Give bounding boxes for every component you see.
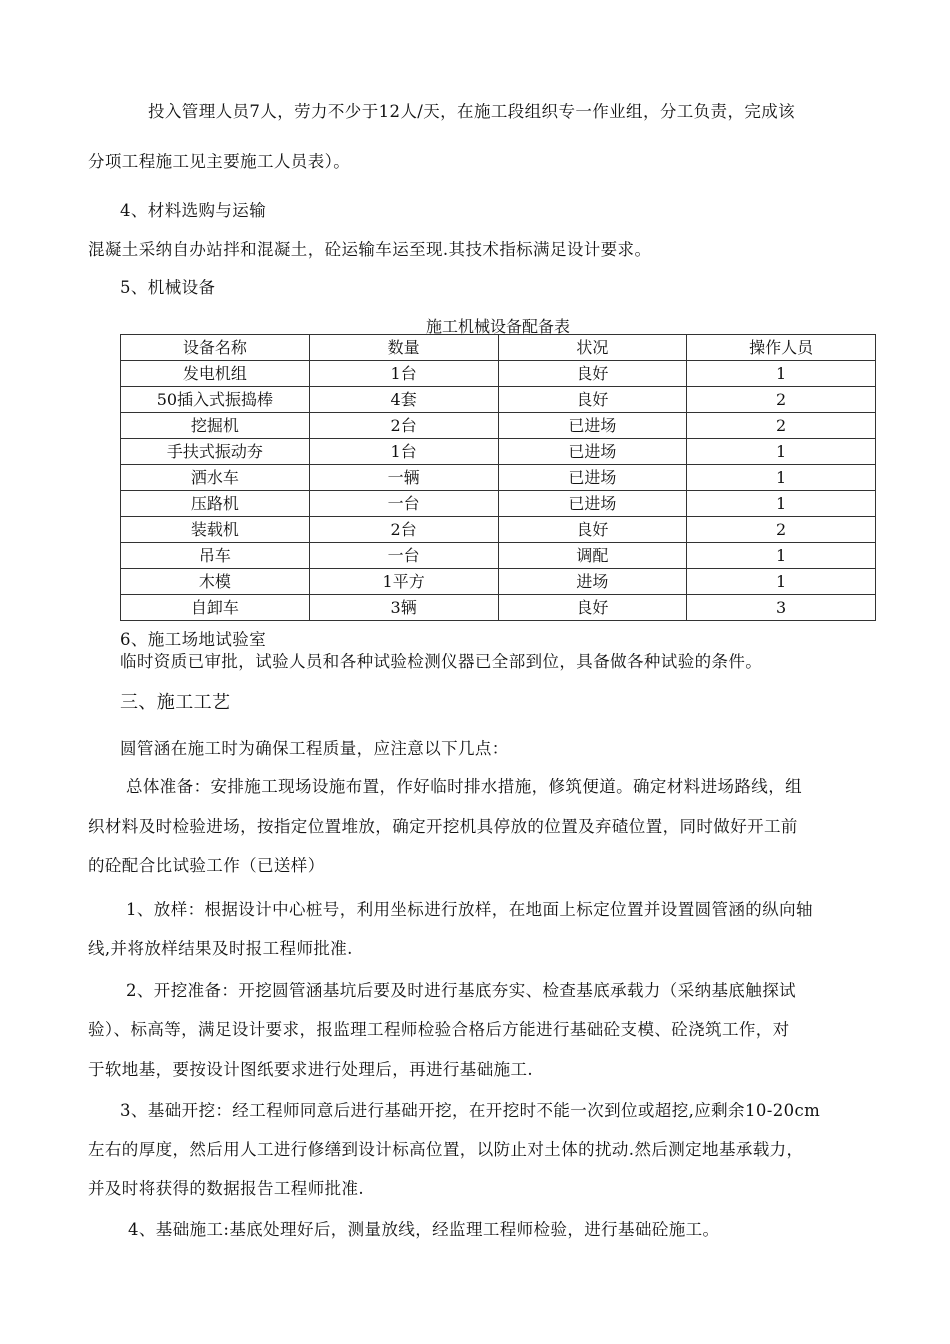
cell-status: 已进场: [498, 413, 687, 439]
paragraph-line: 投入管理人员7人，劳力不少于12人/天，在施工段组织专一作业组，分工负责，完成该: [148, 102, 796, 121]
col-header-operators: 操作人员: [687, 335, 876, 361]
paragraph-line: 织材料及时检验进场，按指定位置堆放，确定开挖机具停放的位置及弃碴位置，同时做好开工前: [88, 817, 798, 836]
cell-quantity: 2台: [309, 517, 498, 543]
cell-status: 良好: [498, 517, 687, 543]
table-row: [121, 387, 876, 413]
table-row: [121, 595, 876, 621]
paragraph-line: 并及时将获得的数据报告工程师批准.: [88, 1179, 365, 1198]
cell-operators: 1: [687, 439, 876, 465]
paragraph-line: 线,并将放样结果及时报工程师批准.: [88, 939, 353, 958]
table-header-row: [121, 335, 876, 361]
paragraph-line: 验）、标高等，满足设计要求，报监理工程师检验合格后方能进行基础砼支模、砼浇筑工作，对: [88, 1020, 790, 1039]
col-header-name: 设备名称: [121, 335, 310, 361]
cell-status: 已进场: [498, 491, 687, 517]
cell-status: 调配: [498, 543, 687, 569]
cell-status: 已进场: [498, 439, 687, 465]
table-row: [121, 413, 876, 439]
cell-operators: 2: [687, 517, 876, 543]
paragraph-line: 的砼配合比试验工作（已送样）: [88, 856, 325, 875]
cell-operators: 1: [687, 465, 876, 491]
table-title: 施工机械设备配备表: [425, 317, 570, 336]
cell-status: 已进场: [498, 465, 687, 491]
section-heading-lab: 6、施工场地试验室: [120, 630, 267, 649]
table-row: [121, 569, 876, 595]
cell-operators: 1: [687, 361, 876, 387]
cell-name: 洒水车: [121, 465, 310, 491]
cell-operators: 1: [687, 543, 876, 569]
table-row: [121, 439, 876, 465]
paragraph-line: 4、基础施工:基底处理好后，测量放线，经监理工程师检验，进行基础砼施工。: [128, 1220, 720, 1239]
cell-status: 良好: [498, 595, 687, 621]
cell-quantity: 一台: [309, 543, 498, 569]
cell-name: 挖掘机: [121, 413, 310, 439]
paragraph-line: 于软地基，要按设计图纸要求进行处理后，再进行基础施工.: [88, 1060, 534, 1079]
cell-name: 50插入式振捣棒: [121, 387, 310, 413]
cell-operators: 2: [687, 387, 876, 413]
cell-quantity: 2台: [309, 413, 498, 439]
table-row: [121, 543, 876, 569]
paragraph-line: 左右的厚度，然后用人工进行修缮到设计标高位置，以防止对土体的扰动.然后测定地基承载力，: [88, 1140, 804, 1159]
cell-status: 进场: [498, 569, 687, 595]
table-row: [121, 517, 876, 543]
cell-operators: 1: [687, 569, 876, 595]
cell-operators: 1: [687, 491, 876, 517]
paragraph-line: 1、放样：根据设计中心桩号，利用坐标进行放样，在地面上标定位置并设置圆管涵的纵向轴: [126, 900, 813, 919]
equipment-table: [120, 334, 876, 621]
table-row: [121, 465, 876, 491]
paragraph-line: 混凝土采纳自办站拌和混凝土，砼运输车运至现.其技术指标满足设计要求。: [88, 240, 652, 259]
cell-quantity: 一台: [309, 491, 498, 517]
cell-operators: 2: [687, 413, 876, 439]
table-row: [121, 491, 876, 517]
section-heading-machinery: 5、机械设备: [120, 278, 216, 297]
cell-operators: 3: [687, 595, 876, 621]
cell-quantity: 1平方: [309, 569, 498, 595]
paragraph-line: 临时资质已审批，试验人员和各种试验检测仪器已全部到位，具备做各种试验的条件。: [120, 652, 763, 671]
paragraph-line: 2、开挖准备：开挖圆管涵基坑后要及时进行基底夯实、检查基底承载力（采纳基底触探试: [126, 981, 796, 1000]
cell-status: 良好: [498, 387, 687, 413]
section-heading-process: 三、施工工艺: [120, 692, 231, 713]
cell-name: 发电机组: [121, 361, 310, 387]
cell-name: 压路机: [121, 491, 310, 517]
cell-quantity: 3辆: [309, 595, 498, 621]
col-header-quantity: 数量: [309, 335, 498, 361]
cell-name: 手扶式振动夯: [121, 439, 310, 465]
table-row: [121, 361, 876, 387]
cell-name: 木模: [121, 569, 310, 595]
paragraph-line: 3、基础开挖：经工程师同意后进行基础开挖，在开挖时不能一次到位或超挖,应剩余10-20cm: [120, 1101, 821, 1120]
cell-quantity: 4套: [309, 387, 498, 413]
cell-quantity: 1台: [309, 361, 498, 387]
section-heading-materials: 4、材料选购与运输: [120, 201, 267, 220]
paragraph-line: 总体准备：安排施工现场设施布置，作好临时排水措施，修筑便道。确定材料进场路线，组: [126, 777, 802, 796]
paragraph-line: 圆管涵在施工时为确保工程质量，应注意以下几点：: [120, 739, 509, 758]
cell-name: 吊车: [121, 543, 310, 569]
paragraph-line: 分项工程施工见主要施工人员表）。: [88, 152, 351, 171]
cell-name: 装载机: [121, 517, 310, 543]
cell-quantity: 一辆: [309, 465, 498, 491]
col-header-status: 状况: [498, 335, 687, 361]
cell-quantity: 1台: [309, 439, 498, 465]
cell-status: 良好: [498, 361, 687, 387]
cell-name: 自卸车: [121, 595, 310, 621]
